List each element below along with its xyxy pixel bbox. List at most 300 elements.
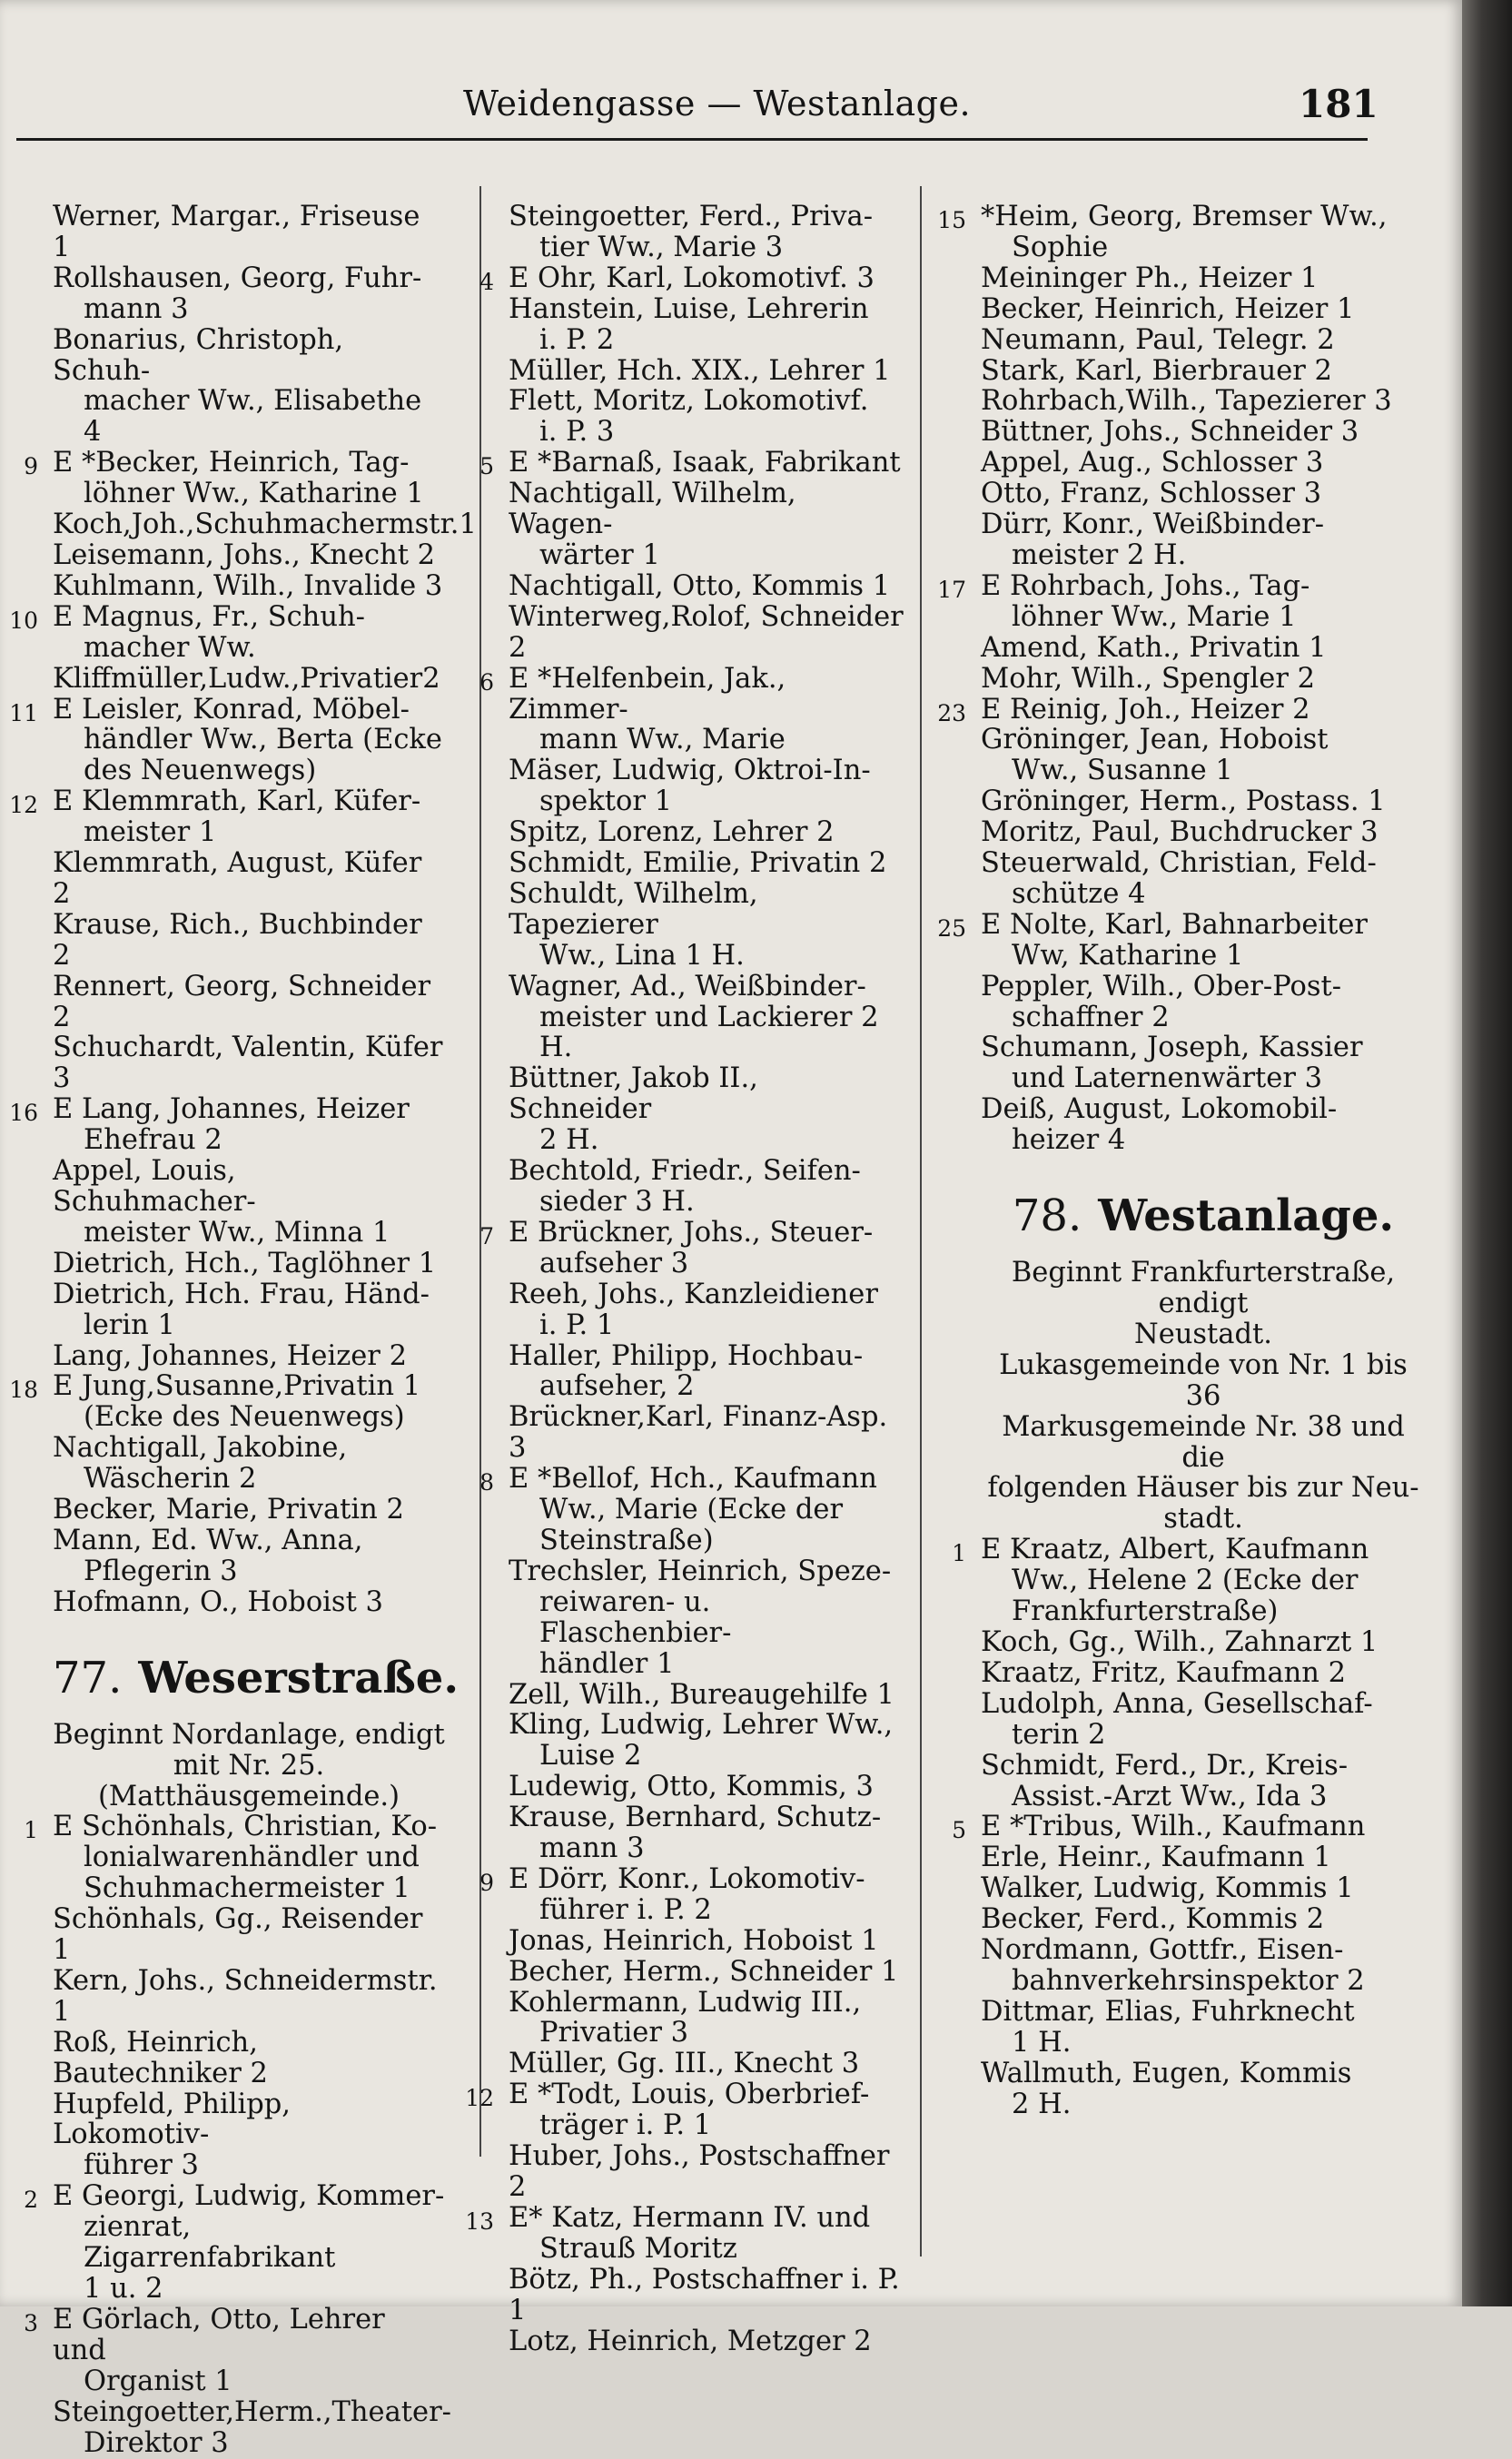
- directory-entry: [53, 325, 445, 449]
- entry-line: Rollshausen, Georg, Fuhr-: [53, 262, 422, 294]
- house-number: 7: [479, 1222, 494, 1249]
- entry-continuation: Assist.-Arzt Ww., Ida 3: [1012, 1780, 1328, 1812]
- entry-line: Lang, Johannes, Heizer 2: [53, 1339, 407, 1372]
- entry-line: Kohlermann, Ludwig III.,: [509, 1986, 862, 2019]
- entry-continuation: spektor 1: [539, 785, 673, 818]
- directory-entry: [952, 1534, 1426, 1628]
- house-number: 3: [24, 2309, 38, 2336]
- description-line: Markusgemeinde Nr. 38 und die: [1002, 1410, 1405, 1474]
- entry-continuation: Ww., Lina 1 H.: [539, 939, 745, 972]
- entry-line: Leisemann, Johs., Knecht 2: [53, 538, 436, 571]
- entry-continuation: träger i. P. 1: [539, 2109, 712, 2142]
- entry-line: Hofmann, O., Hoboist 3: [53, 1585, 383, 1618]
- entry-continuation: mann Ww., Marie: [539, 724, 786, 756]
- directory-entry: [479, 1862, 904, 1926]
- entry-line: Schuchardt, Valentin, Küfer 3: [53, 1032, 443, 1095]
- directory-entry: [981, 448, 1426, 479]
- entry-line: Appel, Louis, Schuhmacher-: [53, 1155, 256, 1218]
- directory-entry: [53, 1966, 445, 2028]
- entry-line: *Heim, Georg, Bremser Ww.,: [981, 201, 1388, 232]
- directory-entry: [24, 447, 445, 510]
- directory-entry: [465, 2079, 904, 2142]
- header-rule: [16, 138, 1368, 141]
- entry-line: Schmidt, Ferd., Dr., Kreis-: [981, 1749, 1349, 1782]
- entry-line: Koch,Joh.,Schuhmachermstr.1: [53, 509, 477, 541]
- entry-line: Winterweg,Rolof, Schneider 2: [509, 600, 904, 664]
- house-number: 1: [24, 1817, 38, 1844]
- section-title: Westanlage.: [1098, 1190, 1395, 1242]
- house-number: 5: [952, 1817, 966, 1844]
- directory-entry: [53, 910, 445, 972]
- entry-line: Klemmrath, August, Küfer 2: [53, 847, 422, 910]
- section-description: [53, 1720, 445, 1812]
- entry-continuation: Ww., Susanne 1: [1012, 755, 1233, 787]
- entry-line: Mann, Ed. Ww., Anna,: [53, 1524, 363, 1556]
- entry-line: E Schönhals, Christian, Ko-: [53, 1811, 438, 1843]
- directory-entry: [509, 972, 904, 1064]
- entry-line: Becher, Herm., Schneider 1: [509, 1955, 899, 1988]
- entry-line: Steingoetter,Herm.,Theater-: [53, 2395, 451, 2428]
- directory-entry: [53, 1526, 445, 1587]
- entry-line: Steuerwald, Christian, Feld-: [981, 847, 1377, 880]
- directory-entry: [981, 1997, 1426, 2059]
- entry-continuation: meister 2 H.: [1012, 538, 1187, 571]
- section-title: Weserstraße.: [138, 1652, 460, 1704]
- entry-continuation: 1 H.: [1012, 2026, 1072, 2059]
- directory-entry: [53, 1587, 445, 1618]
- entry-line: Müller, Hch. XIX., Lehrer 1: [509, 354, 891, 387]
- entry-line: Dittmar, Elias, Fuhrknecht: [981, 1995, 1355, 2028]
- directory-entry: [981, 786, 1426, 817]
- section-heading: [981, 1180, 1426, 1252]
- directory-entry: [981, 1032, 1426, 1094]
- directory-entry: [509, 879, 904, 972]
- entry-line: Becker, Heinrich, Heizer 1: [981, 292, 1355, 325]
- entry-line: Rohrbach,Wilh., Tapezierer 3: [981, 385, 1392, 418]
- directory-entry: [981, 664, 1426, 695]
- entry-line: E Brückner, Johs., Steuer-: [509, 1216, 874, 1249]
- directory-entry: [24, 1811, 445, 1905]
- entry-continuation: 1 u. 2: [84, 2273, 163, 2305]
- entry-line: E Reinig, Joh., Heizer 2: [981, 693, 1310, 726]
- entry-line: E *Becker, Heinrich, Tag-: [53, 447, 410, 479]
- entry-continuation: wärter 1: [539, 538, 660, 571]
- entry-line: Hanstein, Luise, Lehrerin: [509, 292, 869, 325]
- entry-line: E Görlach, Otto, Lehrer und: [53, 2303, 385, 2366]
- entry-continuation: schütze 4: [1012, 877, 1146, 910]
- directory-entry: [937, 569, 1426, 633]
- entry-continuation: des Neuenwegs): [84, 755, 317, 787]
- entry-line: Steingoetter, Ferd., Priva-: [509, 201, 874, 232]
- directory-entry: [53, 848, 445, 910]
- entry-line: Nordmann, Gottfr., Eisen-: [981, 1934, 1344, 1967]
- entry-line: E Rohrbach, Johs., Tag-: [981, 569, 1310, 602]
- column-1: [9, 201, 477, 2459]
- entry-line: Wallmuth, Eugen, Kommis: [981, 2057, 1352, 2089]
- directory-entry: [981, 1873, 1426, 1904]
- directory-entry: [937, 693, 1426, 726]
- house-number: 17: [937, 576, 966, 603]
- directory-entry: [981, 325, 1426, 356]
- directory-entry: [981, 1935, 1426, 1997]
- entry-line: E Georgi, Ludwig, Kommer-: [53, 2180, 445, 2213]
- house-number: 15: [937, 207, 966, 233]
- house-number: 8: [479, 1469, 494, 1496]
- entry-line: E *Tribus, Wilh., Kaufmann: [981, 1811, 1366, 1843]
- entry-continuation: Pflegerin 3: [84, 1555, 238, 1587]
- directory-entry: [53, 2395, 451, 2459]
- entry-line: Kling, Ludwig, Lehrer Ww.,: [509, 1709, 894, 1742]
- section-number: 78.: [1012, 1190, 1082, 1242]
- directory-entry: [981, 1842, 1426, 1873]
- entry-line: Haller, Philipp, Hochbau-: [509, 1339, 864, 1372]
- directory-entry: [981, 725, 1426, 786]
- directory-entry: [509, 1556, 904, 1680]
- entry-line: Kuhlmann, Wilh., Invalide 3: [53, 569, 443, 602]
- directory-entry: [9, 1093, 445, 1157]
- directory-entry: [981, 386, 1426, 417]
- directory-entry: [509, 848, 904, 879]
- directory-entry: [509, 817, 904, 848]
- entry-continuation: Organist 1: [84, 2365, 232, 2397]
- entry-line: Kliffmüller,Ludw.,Privatier2: [53, 662, 440, 695]
- directory-entry: [509, 602, 904, 664]
- directory-entry: [981, 263, 1426, 294]
- directory-entry: [509, 755, 904, 817]
- directory-entry: [981, 356, 1426, 387]
- description-line: mit Nr. 25.: [173, 1749, 325, 1782]
- entry-line: Spitz, Lorenz, Lehrer 2: [509, 816, 835, 849]
- entry-continuation: führer i. P. 2: [539, 1893, 712, 1926]
- directory-entry: [509, 1402, 904, 1464]
- entry-line: Amend, Kath., Privatin 1: [981, 631, 1327, 664]
- description-line: folgenden Häuser bis zur Neu-: [987, 1472, 1419, 1505]
- entry-continuation: lonialwarenhändler und: [84, 1842, 420, 1874]
- column-3: [937, 201, 1426, 2120]
- entry-line: E *Helfenbein, Jak., Zimmer-: [509, 662, 786, 726]
- description-line: Neustadt.: [1134, 1318, 1272, 1350]
- directory-entry: [981, 417, 1426, 448]
- entry-line: Deiß, August, Lokomobil-: [981, 1093, 1338, 1126]
- directory-entry: [479, 1463, 904, 1556]
- entry-continuation: heizer 4: [1012, 1124, 1126, 1157]
- directory-entry: [53, 1032, 445, 1094]
- entry-continuation: Schuhmachermeister 1: [84, 1872, 410, 1905]
- entry-continuation: Wäscherin 2: [84, 1463, 257, 1496]
- directory-entry: [509, 356, 904, 387]
- house-number: 11: [9, 699, 38, 726]
- entry-continuation: Steinstraße): [539, 1524, 714, 1556]
- entry-line: Erle, Heinr., Kaufmann 1: [981, 1842, 1331, 1874]
- directory-entry: [53, 1495, 445, 1526]
- entry-line: Mäser, Ludwig, Oktroi-In-: [509, 755, 871, 787]
- entry-line: Otto, Franz, Schlosser 3: [981, 478, 1322, 510]
- entry-continuation: bahnverkehrsinspektor 2: [1012, 1964, 1365, 1997]
- directory-entry: [937, 908, 1426, 972]
- house-number: 4: [479, 268, 494, 295]
- entry-continuation: mann 3: [539, 1832, 645, 1865]
- entry-line: E Ohr, Karl, Lokomotivf. 3: [509, 262, 875, 294]
- entry-continuation: löhner Ww., Katharine 1: [84, 478, 424, 510]
- house-number: 13: [465, 2207, 494, 2235]
- directory-entry: [53, 664, 445, 695]
- entry-line: Meininger Ph., Heizer 1: [981, 262, 1319, 294]
- entry-line: Neumann, Paul, Telegr. 2: [981, 323, 1335, 356]
- entry-line: E Klemmrath, Karl, Küfer-: [53, 785, 421, 818]
- section-heading: [53, 1642, 460, 1714]
- directory-entry: [53, 571, 445, 602]
- house-number: 1: [952, 1540, 966, 1567]
- directory-entry: [509, 2049, 904, 2079]
- entry-line: Nachtigall, Wilhelm, Wagen-: [509, 478, 796, 541]
- entry-line: E Magnus, Fr., Schuh-: [53, 600, 365, 633]
- column-2: [465, 201, 904, 2357]
- entry-continuation: meister Ww., Minna 1: [84, 1216, 390, 1249]
- directory-entry: [53, 2089, 445, 2182]
- entry-continuation: löhner Ww., Marie 1: [1012, 600, 1297, 633]
- house-number: 12: [465, 2085, 494, 2112]
- directory-entry: [509, 386, 904, 448]
- entry-line: Huber, Johs., Postschaffner 2: [509, 2140, 890, 2203]
- directory-entry: [53, 972, 445, 1033]
- directory-entry: [981, 1904, 1426, 1935]
- entry-continuation: Strauß Moritz: [539, 2232, 737, 2265]
- entry-line: E *Barnaß, Isaak, Fabrikant: [509, 447, 901, 479]
- entry-continuation: mann 3: [84, 292, 189, 325]
- entry-continuation: Privatier 3: [539, 2017, 689, 2049]
- directory-entry: [9, 785, 445, 849]
- page-edge: [1462, 0, 1512, 2306]
- entry-continuation: Ww., Marie (Ecke der: [539, 1494, 844, 1526]
- entry-line: Nachtigall, Jakobine,: [53, 1432, 348, 1465]
- entry-line: Gröninger, Herm., Postass. 1: [981, 785, 1386, 818]
- directory-entry: [509, 2326, 904, 2357]
- running-head: Weidengasse — Westanlage.: [463, 84, 972, 123]
- entry-line: Hupfeld, Philipp, Lokomotiv-: [53, 2088, 291, 2151]
- entry-line: E Kraatz, Albert, Kaufmann: [981, 1534, 1369, 1566]
- section-number: 77.: [53, 1652, 123, 1704]
- directory-entry: [53, 1279, 445, 1341]
- entry-line: Büttner, Jakob II., Schneider: [509, 1062, 758, 1126]
- entry-continuation: reiwaren- u. Flaschenbier-: [539, 1585, 732, 1649]
- entry-line: Stark, Karl, Bierbrauer 2: [981, 354, 1332, 387]
- entry-line: Dietrich, Hch., Taglöhner 1: [53, 1247, 437, 1279]
- entry-line: Bötz, Ph., Postschaffner i. P. 1: [509, 2263, 900, 2326]
- directory-entry: [509, 202, 904, 263]
- entry-line: Peppler, Wilh., Ober-Post-: [981, 970, 1342, 1002]
- entry-line: E Lang, Johannes, Heizer: [53, 1093, 410, 1126]
- entry-line: Ludolph, Anna, Gesellschaf-: [981, 1687, 1373, 1720]
- entry-continuation: i. P. 3: [539, 416, 615, 449]
- directory-entry: [981, 1094, 1426, 1156]
- entry-continuation: händler 1: [539, 1647, 675, 1680]
- entry-line: Appel, Aug., Schlosser 3: [981, 447, 1324, 479]
- directory-entry: [465, 2201, 904, 2265]
- description-line: Lukasgemeinde von Nr. 1 bis 36: [999, 1348, 1408, 1412]
- description-line: Beginnt Nordanlage, endigt: [53, 1718, 445, 1751]
- entry-line: Becker, Marie, Privatin 2: [53, 1494, 404, 1526]
- directory-entry: [9, 600, 445, 664]
- directory-entry: [509, 1926, 904, 1957]
- entry-continuation: aufseher 3: [539, 1247, 689, 1279]
- entry-continuation: Ww, Katharine 1: [1012, 939, 1244, 972]
- entry-line: Gröninger, Jean, Hoboist: [981, 724, 1329, 756]
- entry-line: Schönhals, Gg., Reisender 1: [53, 1903, 423, 1967]
- house-number: 25: [937, 914, 966, 942]
- entry-line: Schuldt, Wilhelm, Tapezierer: [509, 877, 758, 941]
- section-description: [981, 1258, 1426, 1535]
- entry-continuation: führer 3: [84, 2149, 199, 2182]
- description-line: (Matthäusgemeinde.): [97, 1780, 400, 1812]
- directory-entry: [981, 294, 1426, 325]
- directory-entry: [479, 1216, 904, 1279]
- directory-entry: [479, 447, 904, 480]
- entry-continuation: tier Ww., Marie 3: [539, 231, 784, 263]
- directory-entry: [53, 1341, 445, 1372]
- entry-continuation: i. P. 2: [539, 323, 615, 356]
- entry-line: Kraatz, Fritz, Kaufmann 2: [981, 1656, 1347, 1689]
- entry-line: Wagner, Ad., Weißbinder-: [509, 970, 866, 1002]
- entry-continuation: i. P. 1: [539, 1309, 615, 1341]
- entry-line: Dietrich, Hch. Frau, Händ-: [53, 1278, 430, 1310]
- directory-entry: [53, 540, 445, 571]
- entry-line: Moritz, Paul, Buchdrucker 3: [981, 816, 1379, 849]
- entry-line: Rennert, Georg, Schneider 2: [53, 970, 431, 1033]
- entry-line: Jonas, Heinrich, Hoboist 1: [509, 1924, 879, 1957]
- directory-entry: [509, 571, 904, 602]
- entry-line: E Dörr, Konr., Lokomotiv-: [509, 1862, 865, 1895]
- directory-entry: [509, 1802, 904, 1864]
- entry-continuation: (Ecke des Neuenwegs): [84, 1401, 405, 1434]
- directory-entry: [981, 479, 1426, 509]
- entry-line: Reeh, Johs., Kanzleidiener: [509, 1278, 878, 1310]
- directory-entry: [509, 1680, 904, 1711]
- entry-continuation: Sophie: [1012, 231, 1109, 263]
- house-number: 18: [9, 1377, 38, 1404]
- directory-entry: [53, 509, 477, 541]
- entry-line: Lotz, Heinrich, Metzger 2: [509, 2325, 872, 2357]
- entry-continuation: und Laternenwärter 3: [1012, 1062, 1323, 1095]
- directory-entry: [981, 1627, 1426, 1658]
- directory-entry: [509, 1988, 904, 2049]
- directory-entry: [509, 1063, 904, 1156]
- directory-entry: [24, 2303, 445, 2397]
- house-number: 6: [479, 668, 494, 696]
- directory-entry: [24, 2180, 445, 2305]
- entry-continuation: macher Ww.: [84, 631, 256, 664]
- entry-continuation: sieder 3 H.: [539, 1186, 695, 1218]
- entry-line: Brückner,Karl, Finanz-Asp. 3: [509, 1401, 888, 1465]
- entry-line: Becker, Ferd., Kommis 2: [981, 1903, 1325, 1936]
- entry-line: Ludewig, Otto, Kommis, 3: [509, 1771, 874, 1803]
- entry-line: Mohr, Wilh., Spengler 2: [981, 662, 1316, 695]
- entry-line: Werner, Margar., Friseuse 1: [53, 201, 420, 263]
- directory-entry: [981, 1751, 1426, 1812]
- entry-line: Schumann, Joseph, Kassier: [981, 1032, 1363, 1064]
- entry-continuation: Ehefrau 2: [84, 1124, 222, 1157]
- entry-continuation: Ww., Helene 2 (Ecke der: [1012, 1565, 1359, 1597]
- entry-line: E* Katz, Hermann IV. und: [509, 2201, 871, 2234]
- directory-entry: [53, 1433, 445, 1495]
- house-number: 9: [479, 1869, 494, 1896]
- entry-line: Dürr, Konr., Weißbinder-: [981, 509, 1325, 541]
- directory-entry: [9, 693, 445, 787]
- entry-line: Büttner, Johs., Schneider 3: [981, 416, 1359, 449]
- directory-entry: [952, 1811, 1426, 1844]
- entry-continuation: Direktor 3: [84, 2426, 229, 2459]
- directory-entry: [53, 263, 445, 325]
- entry-line: Krause, Bernhard, Schutz-: [509, 1802, 882, 1834]
- entry-continuation: zienrat, Zigarrenfabrikant: [84, 2211, 336, 2275]
- directory-entry: [53, 1904, 445, 1966]
- directory-entry: [509, 2141, 904, 2203]
- entry-line: E *Bellof, Hch., Kaufmann: [509, 1463, 877, 1496]
- entry-line: Müller, Gg. III., Knecht 3: [509, 2048, 860, 2080]
- directory-entry: [53, 2028, 445, 2089]
- entry-continuation: händler Ww., Berta (Ecke: [84, 724, 442, 756]
- directory-entry: [509, 1279, 904, 1341]
- entry-line: Koch, Gg., Wilh., Zahnarzt 1: [981, 1625, 1379, 1658]
- house-number: 12: [9, 792, 38, 819]
- house-number: 10: [9, 607, 38, 634]
- entry-continuation: 2 H.: [1012, 2088, 1072, 2120]
- directory-entry: [937, 201, 1426, 263]
- entry-line: Bechtold, Friedr., Seifen-: [509, 1155, 861, 1188]
- entry-line: Kern, Johs., Schneidermstr. 1: [53, 1964, 438, 2028]
- directory-entry: [509, 1341, 904, 1403]
- entry-line: E Leisler, Konrad, Möbel-: [53, 693, 410, 726]
- column-rule-2: [920, 186, 922, 2257]
- directory-entry: [981, 2059, 1426, 2120]
- directory-entry: [981, 972, 1426, 1033]
- directory-entry: [509, 1772, 904, 1802]
- entry-continuation: meister 1: [84, 816, 217, 849]
- house-number: 9: [24, 453, 38, 480]
- directory-entry: [479, 662, 904, 756]
- entry-line: Krause, Rich., Buchbinder 2: [53, 908, 422, 972]
- entry-line: E Nolte, Karl, Bahnarbeiter: [981, 908, 1369, 941]
- directory-entry: [509, 479, 904, 571]
- directory-entry: [53, 1156, 445, 1249]
- directory-entry: [9, 1370, 445, 1434]
- entry-continuation: macher Ww., Elisabethe 4: [84, 385, 422, 449]
- entry-continuation: Luise 2: [539, 1740, 642, 1773]
- description-line: stadt.: [1163, 1503, 1243, 1536]
- entry-line: Roß, Heinrich, Bautechniker 2: [53, 2026, 268, 2089]
- directory-entry: [981, 848, 1426, 910]
- entry-continuation: lerin 1: [84, 1309, 175, 1341]
- house-number: 16: [9, 1100, 38, 1127]
- directory-entry: [981, 633, 1426, 664]
- house-number: 2: [24, 2187, 38, 2214]
- directory-entry: [981, 509, 1426, 571]
- entry-continuation: 2 H.: [539, 1124, 599, 1157]
- directory-entry: [509, 1957, 904, 1988]
- directory-entry: [981, 1689, 1426, 1751]
- entry-line: E *Todt, Louis, Oberbrief-: [509, 2079, 870, 2111]
- entry-continuation: terin 2: [1012, 1718, 1106, 1751]
- entry-line: Walker, Ludwig, Kommis 1: [981, 1872, 1354, 1905]
- directory-entry: [53, 202, 445, 263]
- entry-line: Schmidt, Emilie, Privatin 2: [509, 847, 887, 880]
- entry-line: Zell, Wilh., Bureaugehilfe 1: [509, 1678, 894, 1711]
- entry-continuation: Frankfurterstraße): [1012, 1595, 1279, 1628]
- directory-entry: [509, 2265, 904, 2326]
- entry-continuation: aufseher, 2: [539, 1370, 695, 1403]
- house-number: 5: [479, 453, 494, 480]
- directory-entry: [479, 262, 904, 295]
- page-number: 181: [1299, 82, 1379, 126]
